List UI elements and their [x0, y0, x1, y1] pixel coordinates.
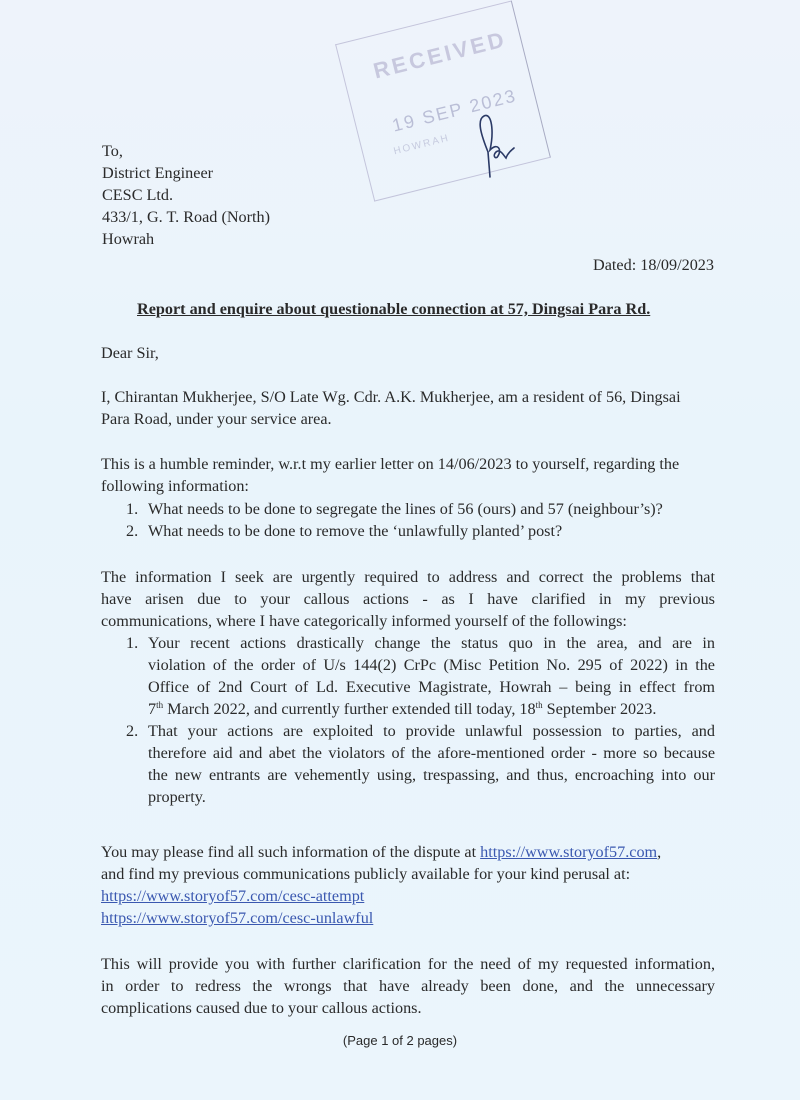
reminder-item-2: What needs to be done to remove the ‘unlawfully planted’ post? [148, 522, 563, 540]
info-item-1-line3: Office of 2nd Court of Ld. Executive Magistrate, Howrah – being in effect from [148, 678, 715, 696]
subject-heading: Report and enquire about questionable connection at 57, Dingsai Para Rd. [137, 300, 651, 318]
info-item-1-line2: violation of the order of U/s 144(2) CrPc (Misc Petition No. 295 of 2022) in the [148, 656, 715, 674]
cesc-unlawful-link[interactable]: https://www.storyof57.com/cesc-unlawful [101, 909, 374, 927]
page-footer: (Page 1 of 2 pages) [342, 1033, 458, 1048]
info-line1: The information I seek are urgently required to address and correct the problems that [101, 568, 715, 586]
closing-line1: This will provide you with further clarification for the need of my requested information, [101, 955, 715, 973]
info-item-1-line4: 7th March 2022, and currently further extended till today, 18th September 2023. [148, 700, 657, 718]
address-line1: District Engineer [102, 164, 214, 182]
reminder-line2: following information: [101, 477, 249, 495]
stamp-title: RECEIVED [370, 26, 510, 84]
reminder-item-1-number: 1. [126, 500, 139, 518]
signature-icon [468, 112, 528, 182]
reminder-item-1: What needs to be done to segregate the lines of 56 (ours) and 57 (neighbour’s)? [148, 500, 663, 518]
address-line3: 433/1, G. T. Road (North) [102, 208, 270, 226]
link-cesc-unlawful-row [101, 907, 373, 929]
info-item-2-line3: the new entrants are vehemently using, trespassing, and thus, encroaching into our [148, 766, 715, 784]
info-item-2-line2: therefore aid and abet the violators of the afore-mentioned order - more so because [148, 744, 715, 762]
info-item-2-line4: property. [148, 788, 206, 806]
link-cesc-attempt-row [101, 885, 364, 907]
info-item-2-line1: That your actions are exploited to provide unlawful possession to parties, and [148, 722, 715, 740]
stamp-date: 19 SEP 2023 [390, 85, 519, 136]
reminder-line1: This is a humble reminder, w.r.t my earlier letter on 14/06/2023 to yourself, regarding the [101, 455, 680, 473]
cesc-attempt-link[interactable]: https://www.storyof57.com/cesc-attempt [101, 887, 365, 905]
info-item-1-number: 1. [126, 634, 139, 652]
closing-line3: complications caused due to your callous actions. [101, 999, 422, 1017]
letter-date: Dated: 18/09/2023 [593, 256, 714, 274]
salutation: Dear Sir, [101, 344, 159, 362]
address-to: To, [102, 142, 123, 160]
info-line3: communications, where I have categorically informed yourself of the followings: [101, 612, 627, 630]
address-line2: CESC Ltd. [102, 186, 174, 204]
intro-line1: I, Chirantan Mukherjee, S/O Late Wg. Cdr. A.K. Mukherjee, am a resident of 56, Dingsai [101, 388, 681, 406]
info-line2: have arisen due to your callous actions - as I have clarified in my previous [101, 590, 715, 608]
info-item-1-line1: Your recent actions drastically change the status quo in the area, and are in [148, 634, 715, 652]
address-line4: Howrah [102, 230, 155, 248]
stamp-sub: HOWRAH [392, 132, 452, 158]
info-item-2-number: 2. [126, 722, 139, 740]
storyof57-link[interactable]: https://www.storyof57.com [480, 843, 658, 861]
intro-line2: Para Road, under your service area. [101, 410, 332, 428]
links-line1: You may please find all such information of the dispute at https://www.storyof57.com, [101, 843, 662, 861]
links-line2: and find my previous communications publicly available for your kind perusal at: [101, 865, 631, 883]
closing-line2: in order to redress the wrongs that have already been done, and the unnecessary [101, 977, 715, 995]
reminder-item-2-number: 2. [126, 522, 139, 540]
